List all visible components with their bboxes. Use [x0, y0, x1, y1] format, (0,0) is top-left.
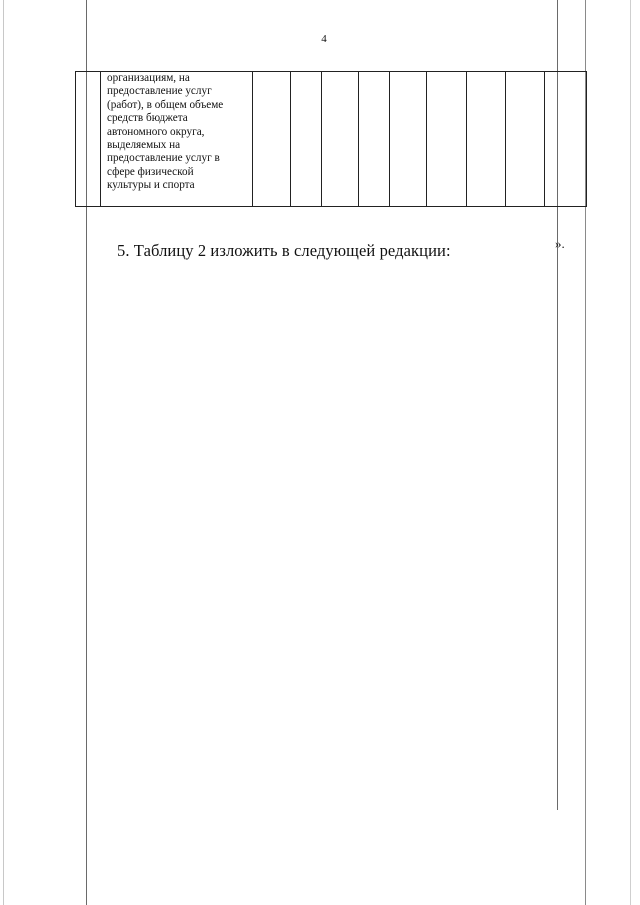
table-cell-value: [359, 72, 390, 207]
table-cell-indicator-text: организациям, на предоставление услуг (работ), в общем объеме средств бюджета автономного округа, выделяемых на предоставление услуг в сфере физической культуры и спорта: [101, 72, 253, 207]
table-fragment: [75, 71, 587, 207]
table-cell-value: [427, 72, 467, 207]
table-cell-value: [390, 72, 427, 207]
table-row: [76, 72, 587, 207]
scan-edge-right: [630, 0, 631, 905]
table-cell-value: [322, 72, 359, 207]
table-cell-value: [506, 72, 545, 207]
table-cell-value: [291, 72, 322, 207]
paragraph-item-5: 5. Таблицу 2 изложить в следующей редакции:: [117, 241, 451, 260]
table-cell-value: [545, 72, 587, 207]
table-cell-value: [253, 72, 291, 207]
page-number: 4: [321, 33, 327, 45]
table-cell-index: [76, 72, 101, 207]
scan-edge-left: [3, 0, 4, 905]
closing-quote-mark: ».: [555, 236, 565, 251]
table-cell-value: [467, 72, 506, 207]
